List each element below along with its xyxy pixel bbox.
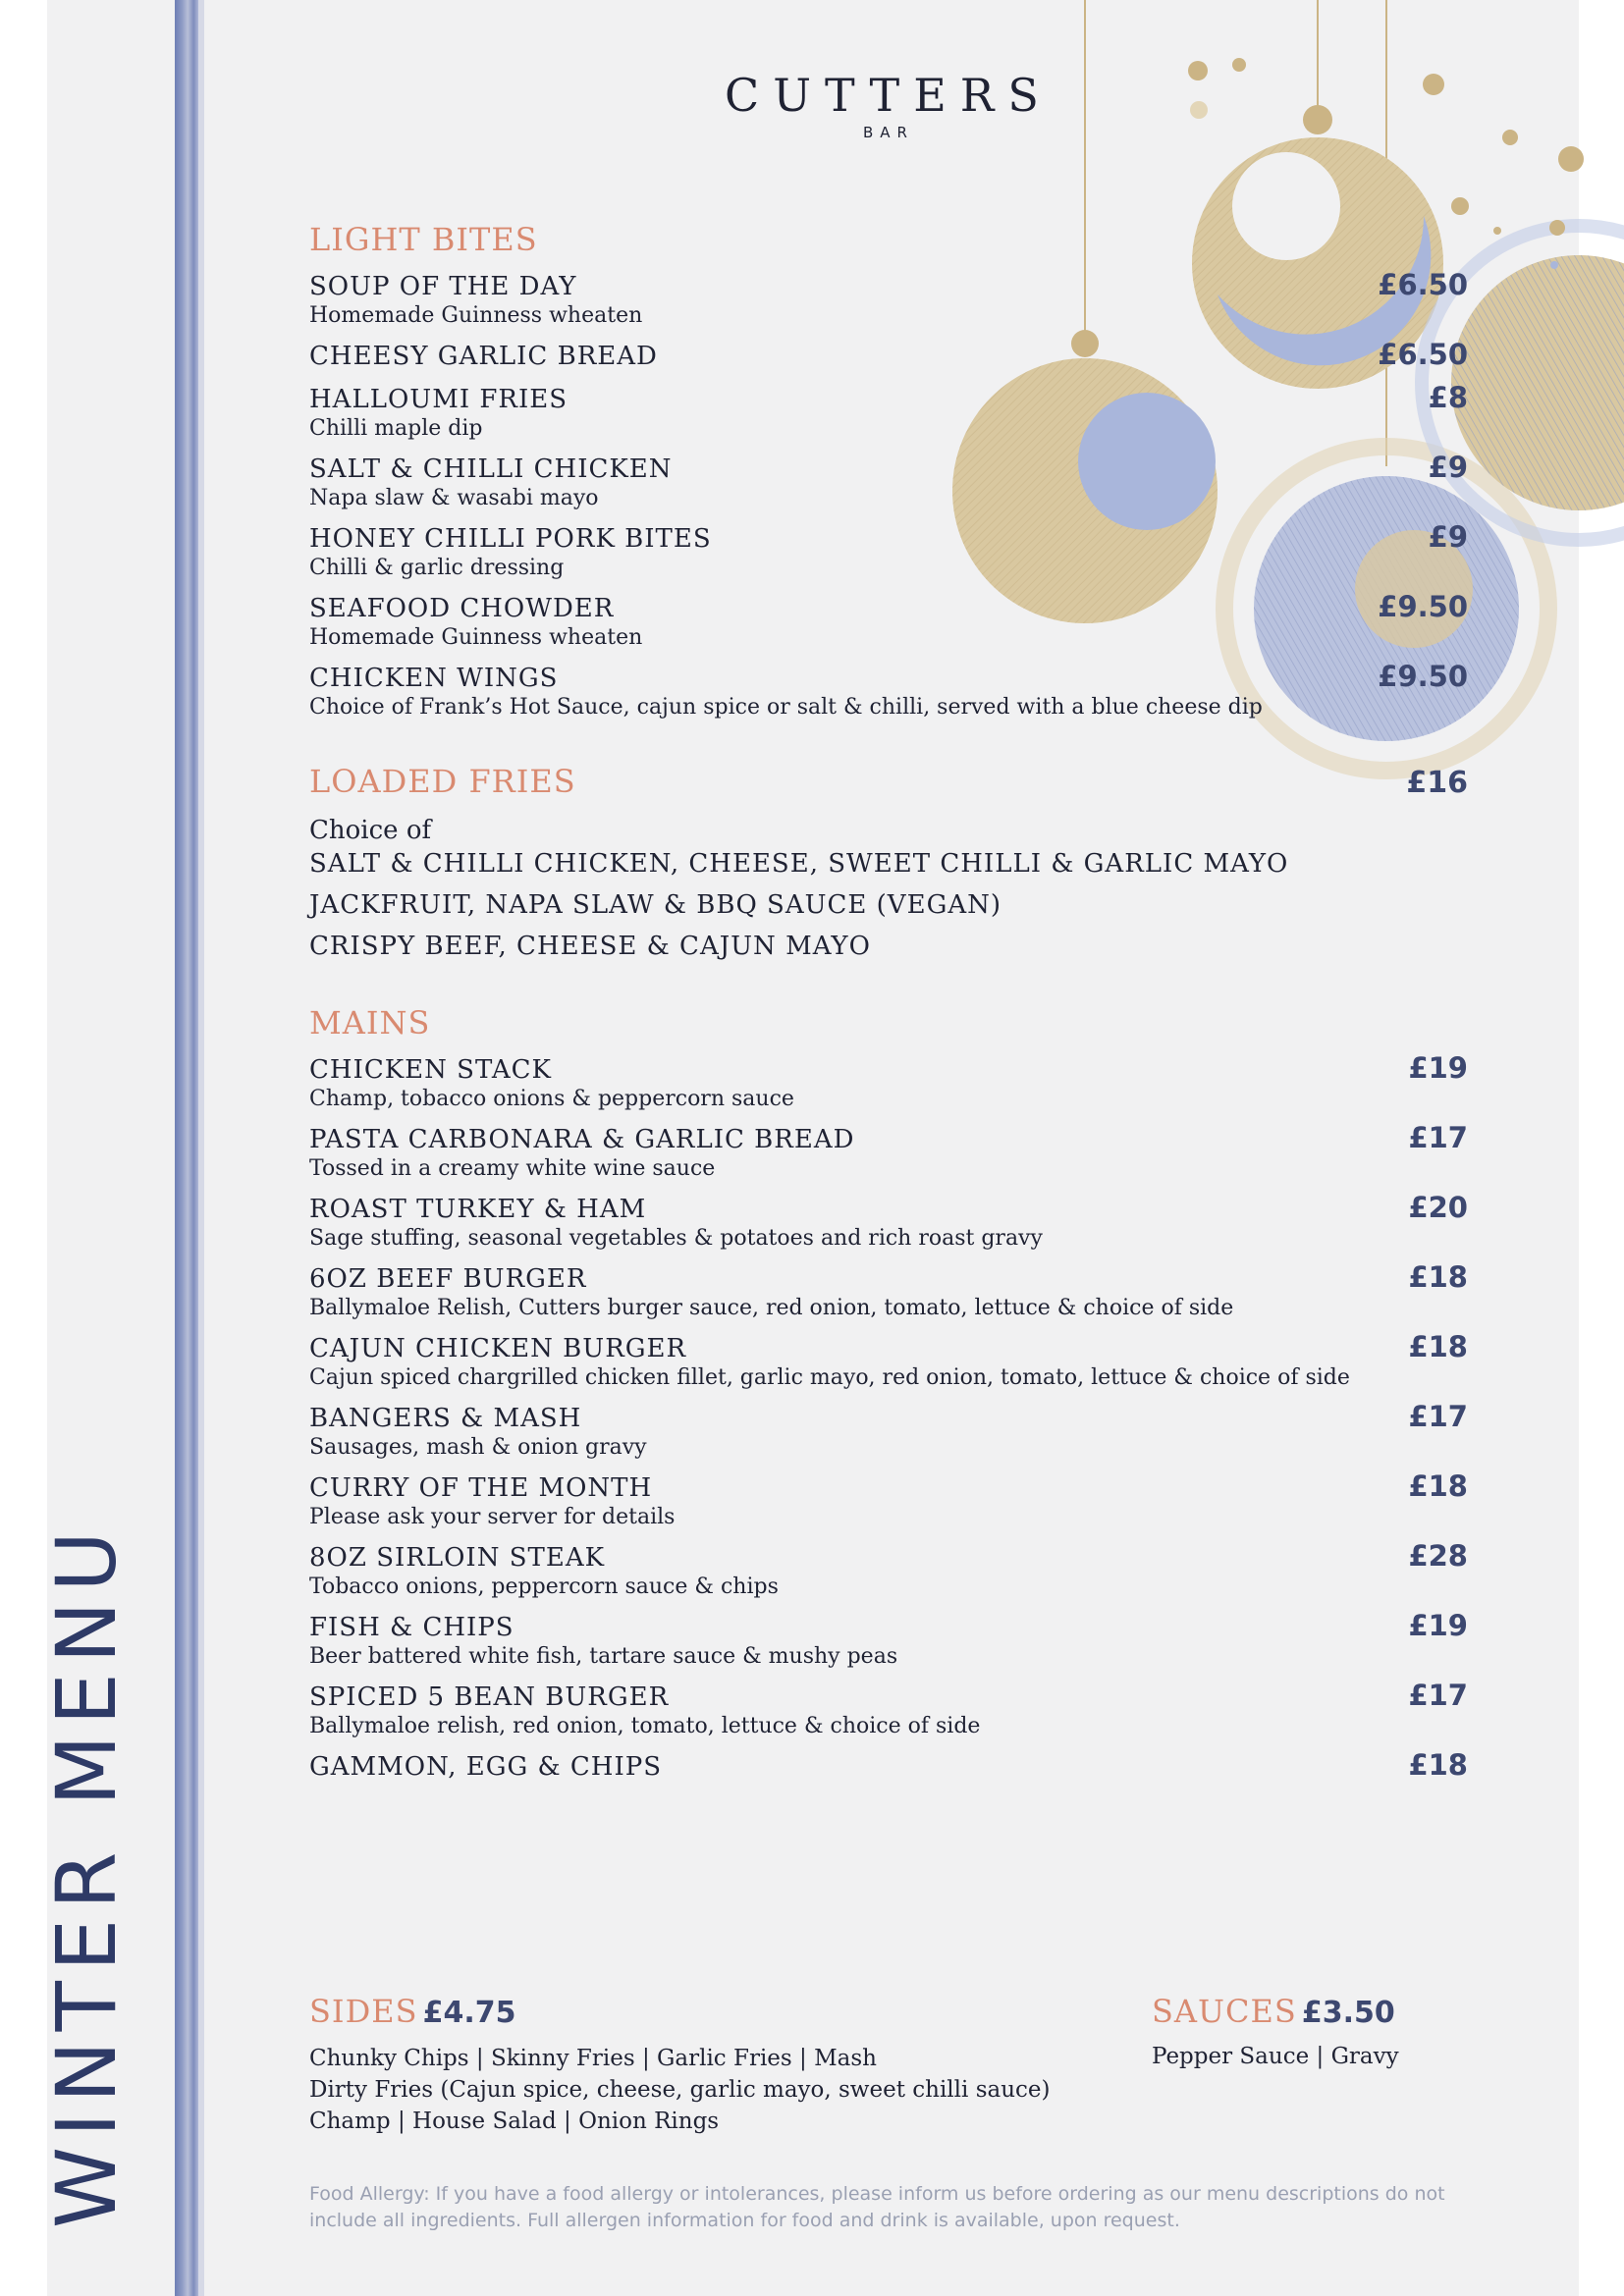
item-price: £9.50 (1378, 590, 1468, 623)
item-name: PASTA CARBONARA & GARLIC BREAD (309, 1125, 855, 1154)
section-title: SIDES (309, 1993, 418, 2030)
item-price: £18 (1408, 1469, 1468, 1503)
menu-item (309, 1679, 1468, 1738)
sauces-section (1152, 1993, 1486, 2069)
item-price: £9 (1428, 451, 1468, 484)
light-bites-header (309, 221, 1468, 258)
menu-item (309, 1539, 1468, 1599)
item-name: HONEY CHILLI PORK BITES (309, 524, 712, 554)
item-name: CHEESY GARLIC BREAD (309, 342, 658, 371)
item-name: GAMMON, EGG & CHIPS (309, 1752, 663, 1782)
item-name: FISH & CHIPS (309, 1613, 514, 1642)
item-price: £17 (1408, 1400, 1468, 1433)
sides-line: Chunky Chips | Skinny Fries | Garlic Fries | Mash (309, 2046, 877, 2071)
section-price: £4.75 (422, 1996, 516, 2030)
item-price: £9 (1428, 520, 1468, 554)
watercolor-stripe (175, 0, 198, 2296)
item-description: Choice of Frank’s Hot Sauce, cajun spice or salt & chilli, served with a blue cheese dip (309, 695, 1263, 720)
item-price: £18 (1408, 1748, 1468, 1782)
menu-item (309, 1748, 1468, 1782)
item-name: SOUP OF THE DAY (309, 272, 577, 301)
mains-list (309, 1051, 1468, 1782)
item-price: £17 (1408, 1679, 1468, 1712)
item-name: SEAFOOD CHOWDER (309, 594, 615, 623)
menu-item (309, 338, 1468, 371)
item-price: £19 (1408, 1051, 1468, 1085)
brand-subtitle: BAR (863, 124, 914, 141)
item-price: £18 (1408, 1330, 1468, 1363)
item-description: Chilli & garlic dressing (309, 556, 565, 580)
item-price: £19 (1408, 1609, 1468, 1642)
sides-section (309, 1993, 1114, 2134)
item-price: £6.50 (1378, 338, 1468, 371)
menu-item (309, 1400, 1468, 1460)
menu-item (309, 1260, 1468, 1320)
light-bites-list (309, 268, 1468, 720)
item-price: £28 (1408, 1539, 1468, 1573)
allergy-notice: Food Allergy: If you have a food allergy or intolerances, please inform us before ordering as our menu descriptions do not include all ingredients. Full allergen information for food and drink is available, upon request. (309, 2183, 1445, 2231)
item-name: CURRY OF THE MONTH (309, 1473, 653, 1503)
loaded-fries-options (309, 816, 1468, 961)
item-price: £8 (1428, 381, 1468, 414)
menu-item (309, 1051, 1468, 1111)
item-description: Beer battered white fish, tartare sauce & mushy peas (309, 1644, 898, 1669)
item-name: CHICKEN WINGS (309, 664, 559, 693)
sides-line: Dirty Fries (Cajun spice, cheese, garlic mayo, sweet chilli sauce) (309, 2077, 1051, 2103)
item-price: £6.50 (1378, 268, 1468, 301)
sauces-line: Pepper Sauce | Gravy (1152, 2044, 1399, 2069)
section-price: £16 (1406, 766, 1468, 800)
menu-item (309, 1121, 1468, 1181)
sides-line: Champ | House Salad | Onion Rings (309, 2109, 720, 2134)
item-price: £9.50 (1378, 660, 1468, 693)
item-description: Tossed in a creamy white wine sauce (309, 1156, 716, 1181)
fries-option: JACKFRUIT, NAPA SLAW & BBQ SAUCE (VEGAN) (309, 890, 1002, 920)
section-title: SAUCES (1152, 1993, 1297, 2030)
item-description: Napa slaw & wasabi mayo (309, 486, 599, 510)
mains-header (309, 1004, 1468, 1041)
item-description: Ballymaloe relish, red onion, tomato, lettuce & choice of side (309, 1714, 981, 1738)
section-title: MAINS (309, 1004, 431, 1041)
item-description: Homemade Guinness wheaten (309, 625, 643, 650)
menu-item (309, 660, 1468, 720)
item-name: BANGERS & MASH (309, 1404, 582, 1433)
item-price: £17 (1408, 1121, 1468, 1154)
menu-item (309, 1469, 1468, 1529)
section-title: LOADED FRIES (309, 763, 576, 800)
item-name: HALLOUMI FRIES (309, 385, 568, 414)
brand-name: CUTTERS (725, 69, 1053, 122)
fries-option: SALT & CHILLI CHICKEN, CHEESE, SWEET CHILLI & GARLIC MAYO (309, 849, 1289, 879)
item-description: Cajun spiced chargrilled chicken fillet, garlic mayo, red onion, tomato, lettuce & choice of side (309, 1365, 1350, 1390)
item-description: Please ask your server for details (309, 1505, 676, 1529)
stripe-highlight (198, 0, 204, 2296)
menu-item (309, 1609, 1468, 1669)
item-description: Sausages, mash & onion gravy (309, 1435, 647, 1460)
fries-intro: Choice of (309, 816, 432, 845)
item-name: SALT & CHILLI CHICKEN (309, 454, 673, 484)
menu-item (309, 1191, 1468, 1251)
winter-menu-title: WINTER MENU (38, 1522, 135, 2228)
item-price: £18 (1408, 1260, 1468, 1294)
item-name: CAJUN CHICKEN BURGER (309, 1334, 687, 1363)
item-description: Sage stuffing, seasonal vegetables & potatoes and rich roast gravy (309, 1226, 1043, 1251)
section-title: LIGHT BITES (309, 221, 538, 258)
item-description: Tobacco onions, peppercorn sauce & chips (309, 1575, 779, 1599)
menu-item (309, 520, 1468, 580)
item-description: Champ, tobacco onions & peppercorn sauce (309, 1087, 794, 1111)
loaded-fries-header (309, 763, 1468, 800)
item-name: 6OZ BEEF BURGER (309, 1264, 587, 1294)
fries-option: CRISPY BEEF, CHEESE & CAJUN MAYO (309, 932, 871, 961)
menu-item (309, 268, 1468, 328)
item-description: Homemade Guinness wheaten (309, 303, 643, 328)
item-description: Ballymaloe Relish, Cutters burger sauce, red onion, tomato, lettuce & choice of side (309, 1296, 1234, 1320)
item-name: SPICED 5 BEAN BURGER (309, 1682, 670, 1712)
item-name: CHICKEN STACK (309, 1055, 552, 1085)
menu-content (309, 221, 1468, 1782)
menu-item (309, 381, 1468, 441)
item-description: Chilli maple dip (309, 416, 483, 441)
menu-item (309, 1330, 1468, 1390)
menu-item (309, 590, 1468, 650)
section-price: £3.50 (1301, 1996, 1395, 2030)
item-price: £20 (1408, 1191, 1468, 1224)
menu-item (309, 451, 1468, 510)
item-name: ROAST TURKEY & HAM (309, 1195, 647, 1224)
item-name: 8OZ SIRLOIN STEAK (309, 1543, 606, 1573)
